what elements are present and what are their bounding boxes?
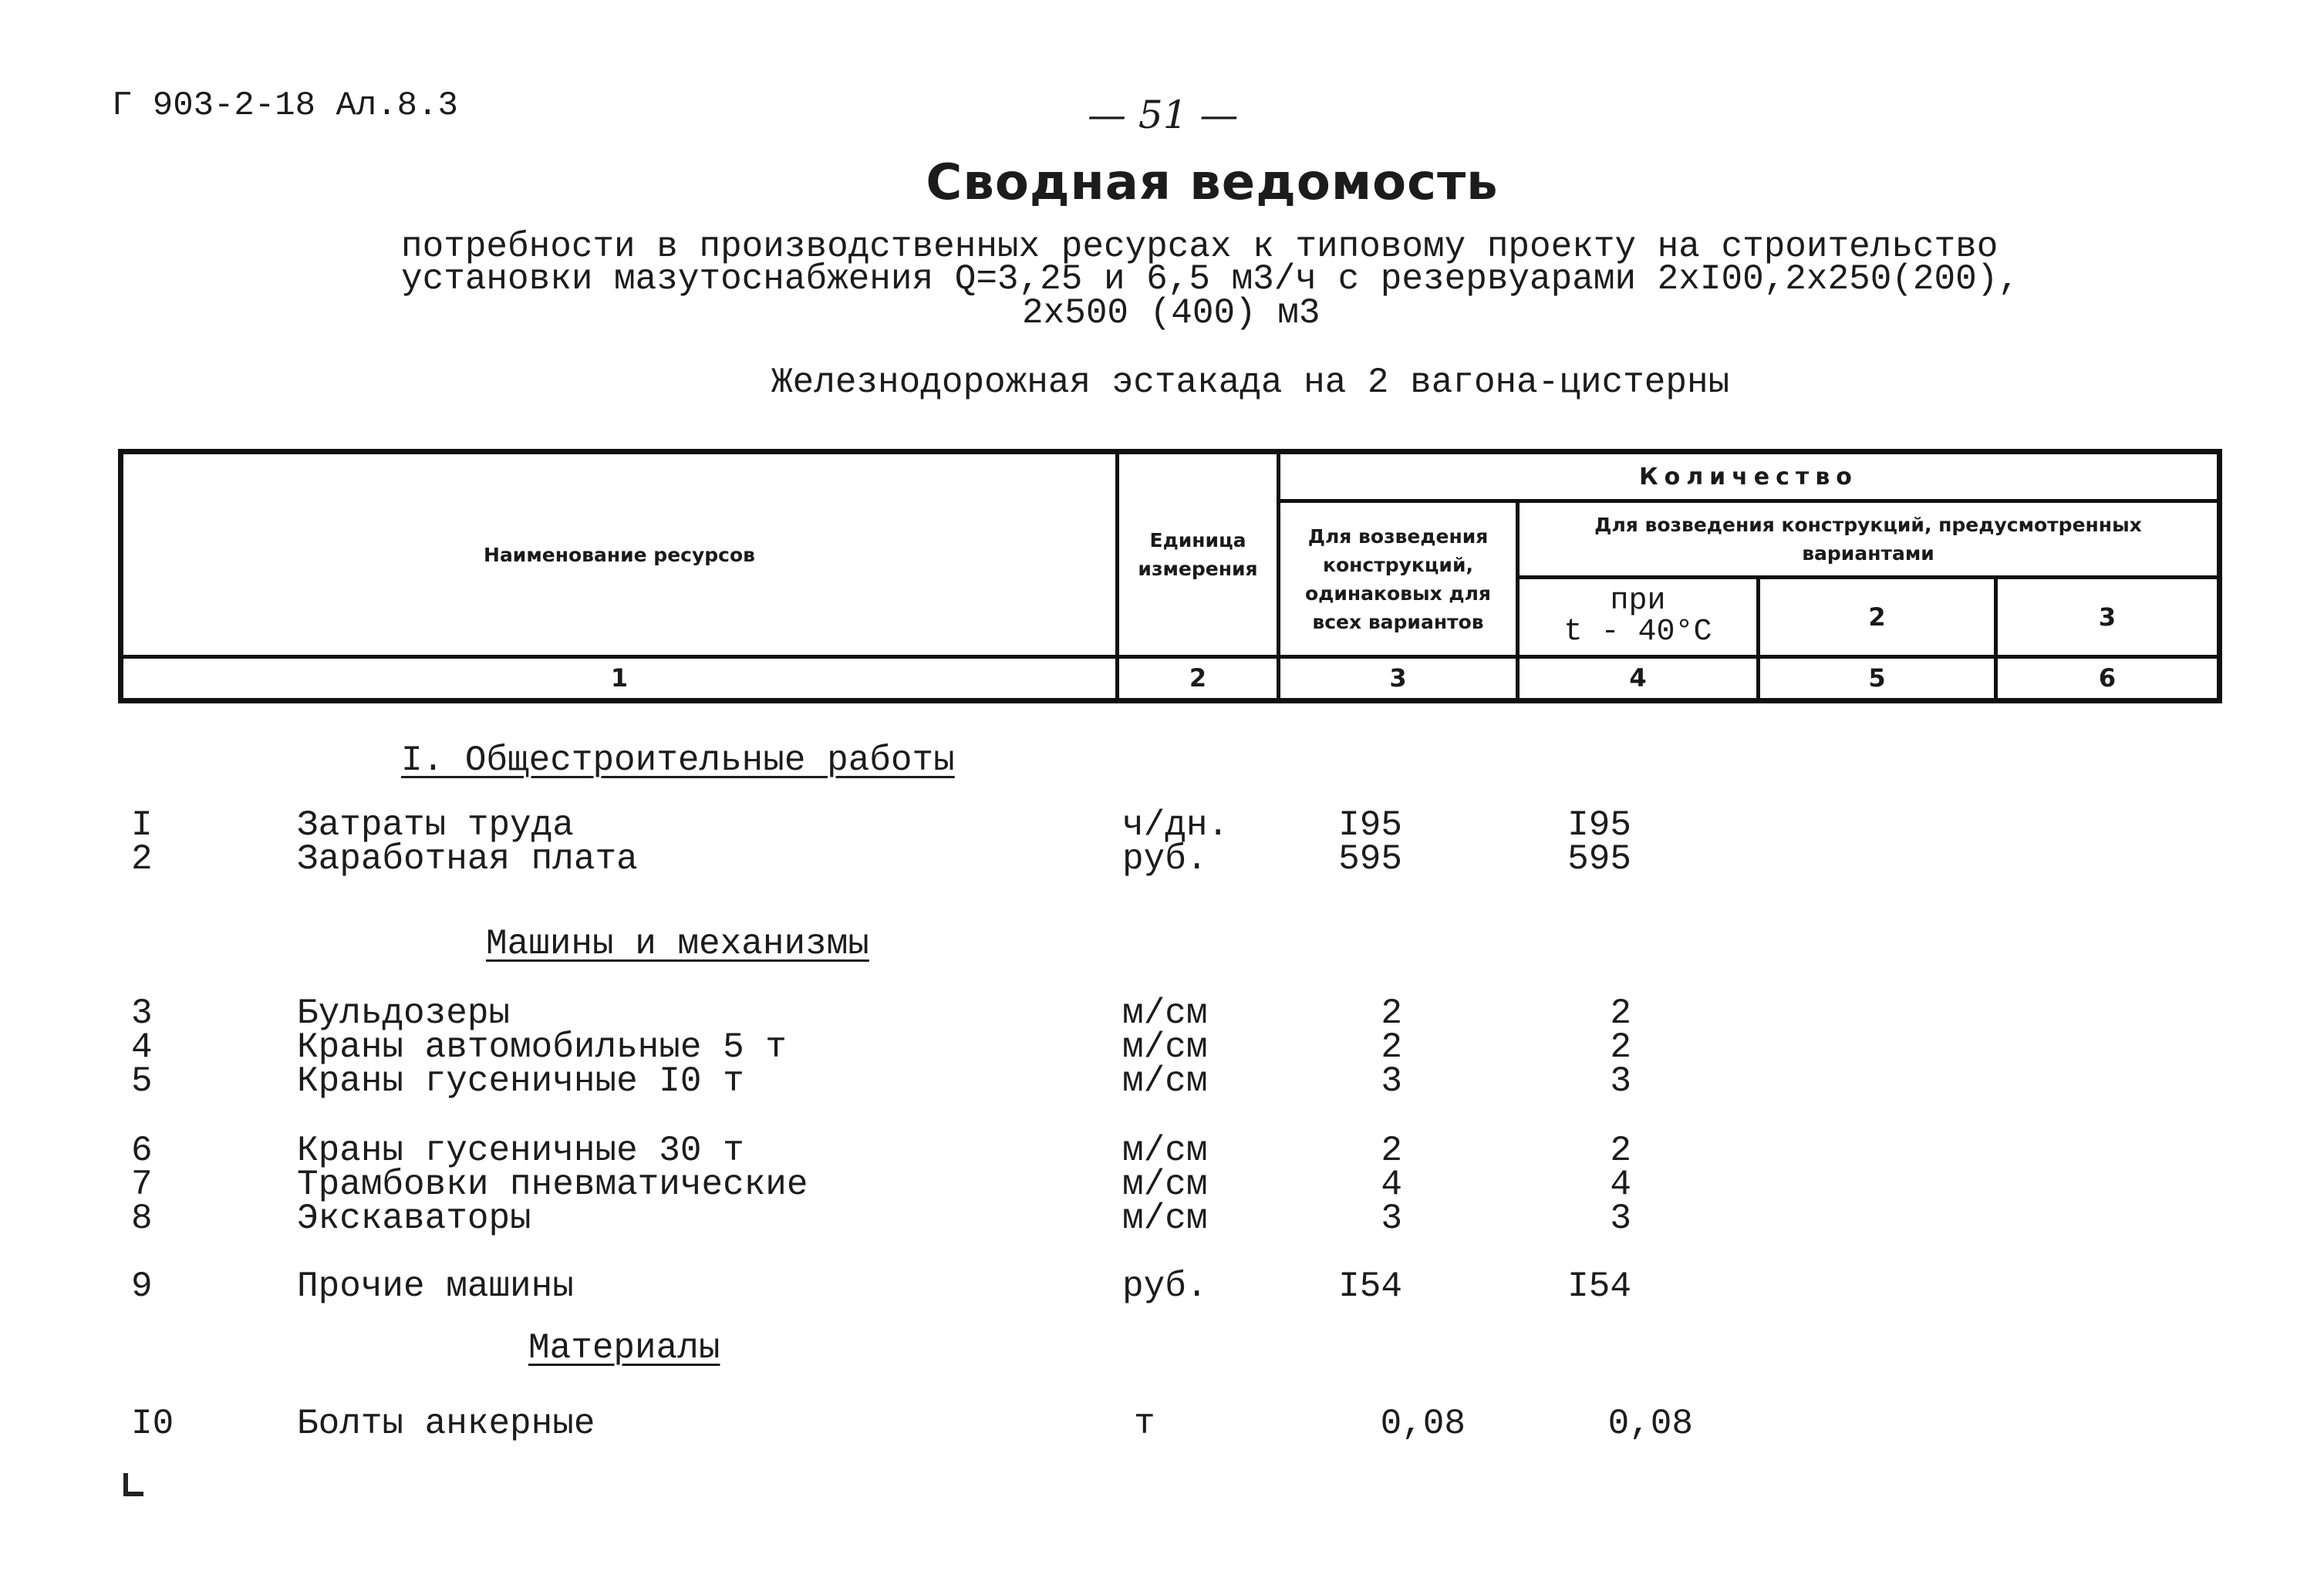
col-number-1: 1	[610, 663, 629, 693]
variant-1-line-1: при	[1610, 584, 1666, 619]
table-row: 3 Бульдозеры м/см 2 2	[131, 993, 1631, 1034]
section-title: Железнодорожная эстакада на 2 вагона-цистерны	[771, 362, 1730, 403]
col-number-4: 4	[1629, 663, 1647, 693]
document-code: Г 903-2-18 Ал.8.3	[112, 86, 458, 125]
col-number-6: 6	[2098, 663, 2117, 693]
table-row: I Затраты труда ч/дн. I95 I95	[131, 805, 1631, 845]
subtitle-line-3: 2х500 (400) м3	[1022, 293, 1321, 333]
col-header-quantity: Количество	[1639, 463, 1858, 491]
table-row: 5 Краны гусеничные I0 т м/см 3 3	[131, 1061, 1631, 1101]
table-row: 2 Заработная плата руб. 595 595	[131, 839, 1631, 879]
subtitle-line-2: установки мазутоснабжения Q=3,25 и 6,5 м3/ч с резервуарами 2хI00,2х250(200),	[401, 259, 2019, 299]
page-title: Сводная ведомость	[926, 154, 1499, 211]
corner-mark	[123, 1492, 143, 1496]
section-heading	[401, 740, 955, 781]
col-header-variant-3: 3	[2098, 602, 2117, 632]
col-number-3: 3	[1389, 663, 1407, 693]
col-header-variants: Для возведения конструкций, предусмотренных вариантами	[1594, 514, 2142, 565]
col-header-common: Для возведения конструкций, одинаковых для всех вариантов	[1305, 524, 1491, 633]
table-row: 4 Краны автомобильные 5 т м/см 2 2	[131, 1027, 1631, 1067]
col-number-5: 5	[1868, 663, 1886, 693]
col-header-variant-2: 2	[1868, 602, 1886, 632]
table-row: 8 Экскаваторы м/см 3 3	[131, 1199, 1631, 1239]
col-number-2: 2	[1189, 663, 1207, 693]
table-row: 7 Трамбовки пневматические м/см 4 4	[131, 1165, 1631, 1205]
section-heading	[486, 924, 869, 964]
section-title-machines: Машины и механизмы	[486, 924, 869, 964]
table-row: 9 Прочие машины руб. I54 I54	[131, 1266, 1631, 1307]
table-row: 6 Краны гусеничные 30 т м/см 2 2	[131, 1131, 1631, 1171]
section-title-general: I. Общестроительные работы	[401, 740, 955, 781]
subtitle-line-1: потребности в производственных ресурсах к типовому проекту на строительство	[401, 227, 1999, 267]
page-number: — 51 —	[1088, 93, 1239, 137]
col-header-name: Наименование ресурсов	[484, 543, 755, 566]
table-row: I0 Болты анкерные т 0,08 0,08	[131, 1404, 1693, 1444]
resource-table-header	[118, 449, 2222, 703]
section-title-materials: Материалы	[528, 1328, 720, 1368]
col-header-variant-1	[1520, 579, 1756, 655]
variant-1-line-2: t - 40°C	[1563, 615, 1712, 649]
col-header-unit: Единица измерения	[1138, 529, 1258, 580]
section-heading	[528, 1328, 720, 1368]
